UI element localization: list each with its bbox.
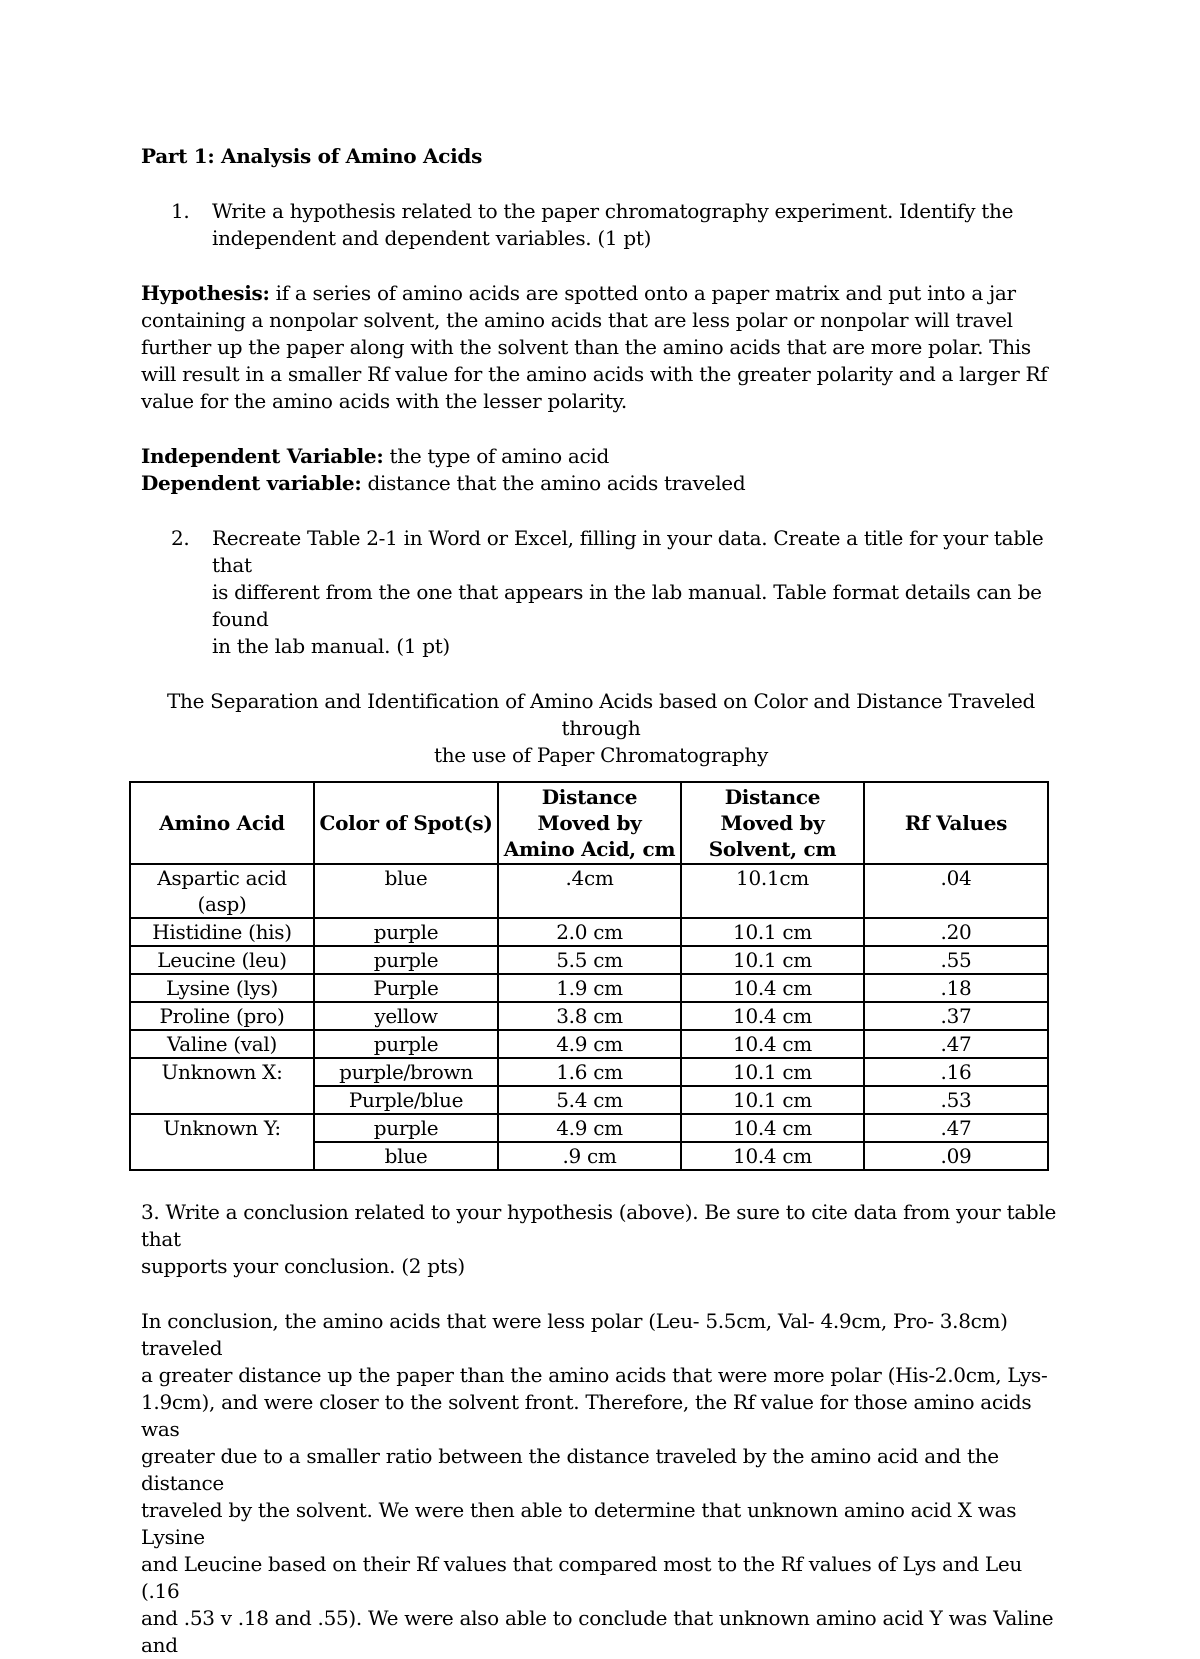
question-3-line-1: 3. Write a conclusion related to your hypothesis (above). Be sure to cite data from your table that: [141, 1200, 1057, 1251]
cell-color: purple: [314, 1030, 498, 1058]
cell-color: blue: [314, 1142, 498, 1170]
conclusion-line-4: greater due to a smaller ratio between the distance traveled by the amino acid and the distance: [141, 1444, 999, 1495]
cell-amino-acid: Lysine (lys): [130, 974, 314, 1002]
question-3: [141, 1199, 1061, 1280]
header-distance-amino-acid: Distance Moved by Amino Acid, cm: [498, 782, 681, 864]
cell-distance-amino-acid: 2.0 cm: [498, 918, 681, 946]
table-row: [130, 1058, 1048, 1086]
conclusion-paragraph: [141, 1308, 1061, 1659]
question-2-line-2: is different from the one that appears in the lab manual. Table format details can be found: [212, 580, 1042, 631]
question-2-text: [212, 525, 1061, 660]
independent-text: the type of amino acid: [383, 444, 610, 468]
question-2-line-1: Recreate Table 2-1 in Word or Excel, filling in your data. Create a title for your table that: [212, 526, 1044, 577]
conclusion-line-6: and Leucine based on their Rf values that compared most to the Rf values of Lys and Leu (.16: [141, 1552, 1022, 1603]
table-row: [130, 974, 1048, 1002]
cell-amino-acid: Valine (val): [130, 1030, 314, 1058]
cell-rf: .04: [864, 864, 1048, 918]
hypothesis-paragraph: [141, 280, 1056, 415]
cell-rf: .53: [864, 1086, 1048, 1114]
cell-rf: .47: [864, 1030, 1048, 1058]
cell-distance-amino-acid: 1.9 cm: [498, 974, 681, 1002]
table-header-row: [130, 782, 1048, 864]
cell-amino-acid: Histidine (his): [130, 918, 314, 946]
table-row: [130, 1086, 1048, 1114]
cell-distance-solvent: 10.1 cm: [681, 918, 864, 946]
table-row: [130, 946, 1048, 974]
cell-amino-acid: Unknown X:: [130, 1058, 314, 1086]
cell-amino-acid: Aspartic acid (asp): [130, 864, 314, 918]
cell-color: yellow: [314, 1002, 498, 1030]
table-row: [130, 1030, 1048, 1058]
cell-distance-amino-acid: 5.4 cm: [498, 1086, 681, 1114]
cell-color: blue: [314, 864, 498, 918]
header-amino-acid: Amino Acid: [130, 782, 314, 864]
cell-amino-acid: Proline (pro): [130, 1002, 314, 1030]
cell-distance-amino-acid: 3.8 cm: [498, 1002, 681, 1030]
question-3-line-2: supports your conclusion. (2 pts): [141, 1254, 465, 1278]
question-1-number: 1.: [171, 199, 190, 223]
cell-rf: .55: [864, 946, 1048, 974]
cell-distance-solvent: 10.1 cm: [681, 1058, 864, 1086]
hypothesis-label: Hypothesis:: [141, 281, 270, 305]
independent-label: Independent Variable:: [141, 444, 384, 468]
table-title-line-2: the use of Paper Chromatography: [433, 743, 768, 767]
dependent-text: distance that the amino acids traveled: [361, 471, 746, 495]
table-title-line-1: The Separation and Identification of Amino Acids based on Color and Distance Traveled through: [166, 689, 1036, 740]
question-1-text: [212, 198, 1061, 252]
question-1-line-2: independent and dependent variables. (1 pt): [212, 226, 652, 250]
table-row: [130, 918, 1048, 946]
cell-rf: .37: [864, 1002, 1048, 1030]
part-heading: Part 1: Analysis of Amino Acids: [141, 144, 483, 168]
cell-color: purple: [314, 1114, 498, 1142]
header-distance-solvent: Distance Moved by Solvent, cm: [681, 782, 864, 864]
cell-distance-solvent: 10.4 cm: [681, 1030, 864, 1058]
conclusion-line-2: a greater distance up the paper than the amino acids that were more polar (His-2.0cm, Lys-: [141, 1363, 1048, 1387]
cell-distance-solvent: 10.1 cm: [681, 1086, 864, 1114]
cell-distance-amino-acid: .4cm: [498, 864, 681, 918]
table-row: [130, 1142, 1048, 1170]
conclusion-line-3: 1.9cm), and were closer to the solvent front. Therefore, the Rf value for those amino acids was: [141, 1390, 1032, 1441]
cell-distance-solvent: 10.4 cm: [681, 974, 864, 1002]
conclusion-line-7: and .53 v .18 and .55). We were also able to conclude that unknown amino acid Y was Valine and: [141, 1606, 1054, 1657]
table-row: [130, 1002, 1048, 1030]
question-1-line-1: Write a hypothesis related to the paper chromatography experiment. Identify the: [212, 199, 1014, 223]
cell-color: purple/brown: [314, 1058, 498, 1086]
cell-rf: .09: [864, 1142, 1048, 1170]
cell-distance-amino-acid: 5.5 cm: [498, 946, 681, 974]
question-1: [171, 198, 1061, 252]
question-2-line-3: in the lab manual. (1 pt): [212, 634, 450, 658]
cell-color: Purple: [314, 974, 498, 1002]
dependent-variable: [141, 470, 1061, 497]
cell-distance-solvent: 10.1 cm: [681, 946, 864, 974]
cell-color: Purple/blue: [314, 1086, 498, 1114]
conclusion-line-1: In conclusion, the amino acids that were less polar (Leu- 5.5cm, Val- 4.9cm, Pro- 3.8cm) traveled: [141, 1309, 1008, 1360]
cell-distance-solvent: 10.4 cm: [681, 1142, 864, 1170]
cell-distance-amino-acid: 4.9 cm: [498, 1114, 681, 1142]
table-title: [141, 688, 1061, 769]
independent-variable: [141, 443, 1061, 470]
cell-amino-acid: [130, 1086, 314, 1114]
table-row: [130, 864, 1048, 918]
dependent-label: Dependent variable:: [141, 471, 362, 495]
cell-distance-amino-acid: 1.6 cm: [498, 1058, 681, 1086]
cell-amino-acid: Leucine (leu): [130, 946, 314, 974]
cell-distance-solvent: 10.1cm: [681, 864, 864, 918]
cell-amino-acid: [130, 1142, 314, 1170]
question-2-number: 2.: [171, 526, 190, 550]
cell-distance-solvent: 10.4 cm: [681, 1114, 864, 1142]
cell-amino-acid: Unknown Y:: [130, 1114, 314, 1142]
cell-distance-solvent: 10.4 cm: [681, 1002, 864, 1030]
document-page: [141, 143, 1061, 1659]
cell-distance-amino-acid: 4.9 cm: [498, 1030, 681, 1058]
cell-rf: .47: [864, 1114, 1048, 1142]
cell-rf: .20: [864, 918, 1048, 946]
question-2: [171, 525, 1061, 660]
cell-color: purple: [314, 946, 498, 974]
header-rf-values: Rf Values: [864, 782, 1048, 864]
header-color-of-spots: Color of Spot(s): [314, 782, 498, 864]
cell-rf: .18: [864, 974, 1048, 1002]
cell-color: purple: [314, 918, 498, 946]
cell-distance-amino-acid: .9 cm: [498, 1142, 681, 1170]
cell-rf: .16: [864, 1058, 1048, 1086]
table-row: [130, 1114, 1048, 1142]
conclusion-line-5: traveled by the solvent. We were then able to determine that unknown amino acid X was Lysine: [141, 1498, 1017, 1549]
hypothesis-text: if a series of amino acids are spotted onto a paper matrix and put into a jar containing a nonpolar solvent, the amino acids that are less polar or nonpolar will travel further up the paper along with the solvent than the amino acids that are more polar. This will result in a smaller Rf value for the amino acids with the greater polarity and a larger Rf value for the amino acids with the lesser polarity.: [141, 281, 1048, 413]
amino-acid-table: [129, 781, 1049, 1171]
